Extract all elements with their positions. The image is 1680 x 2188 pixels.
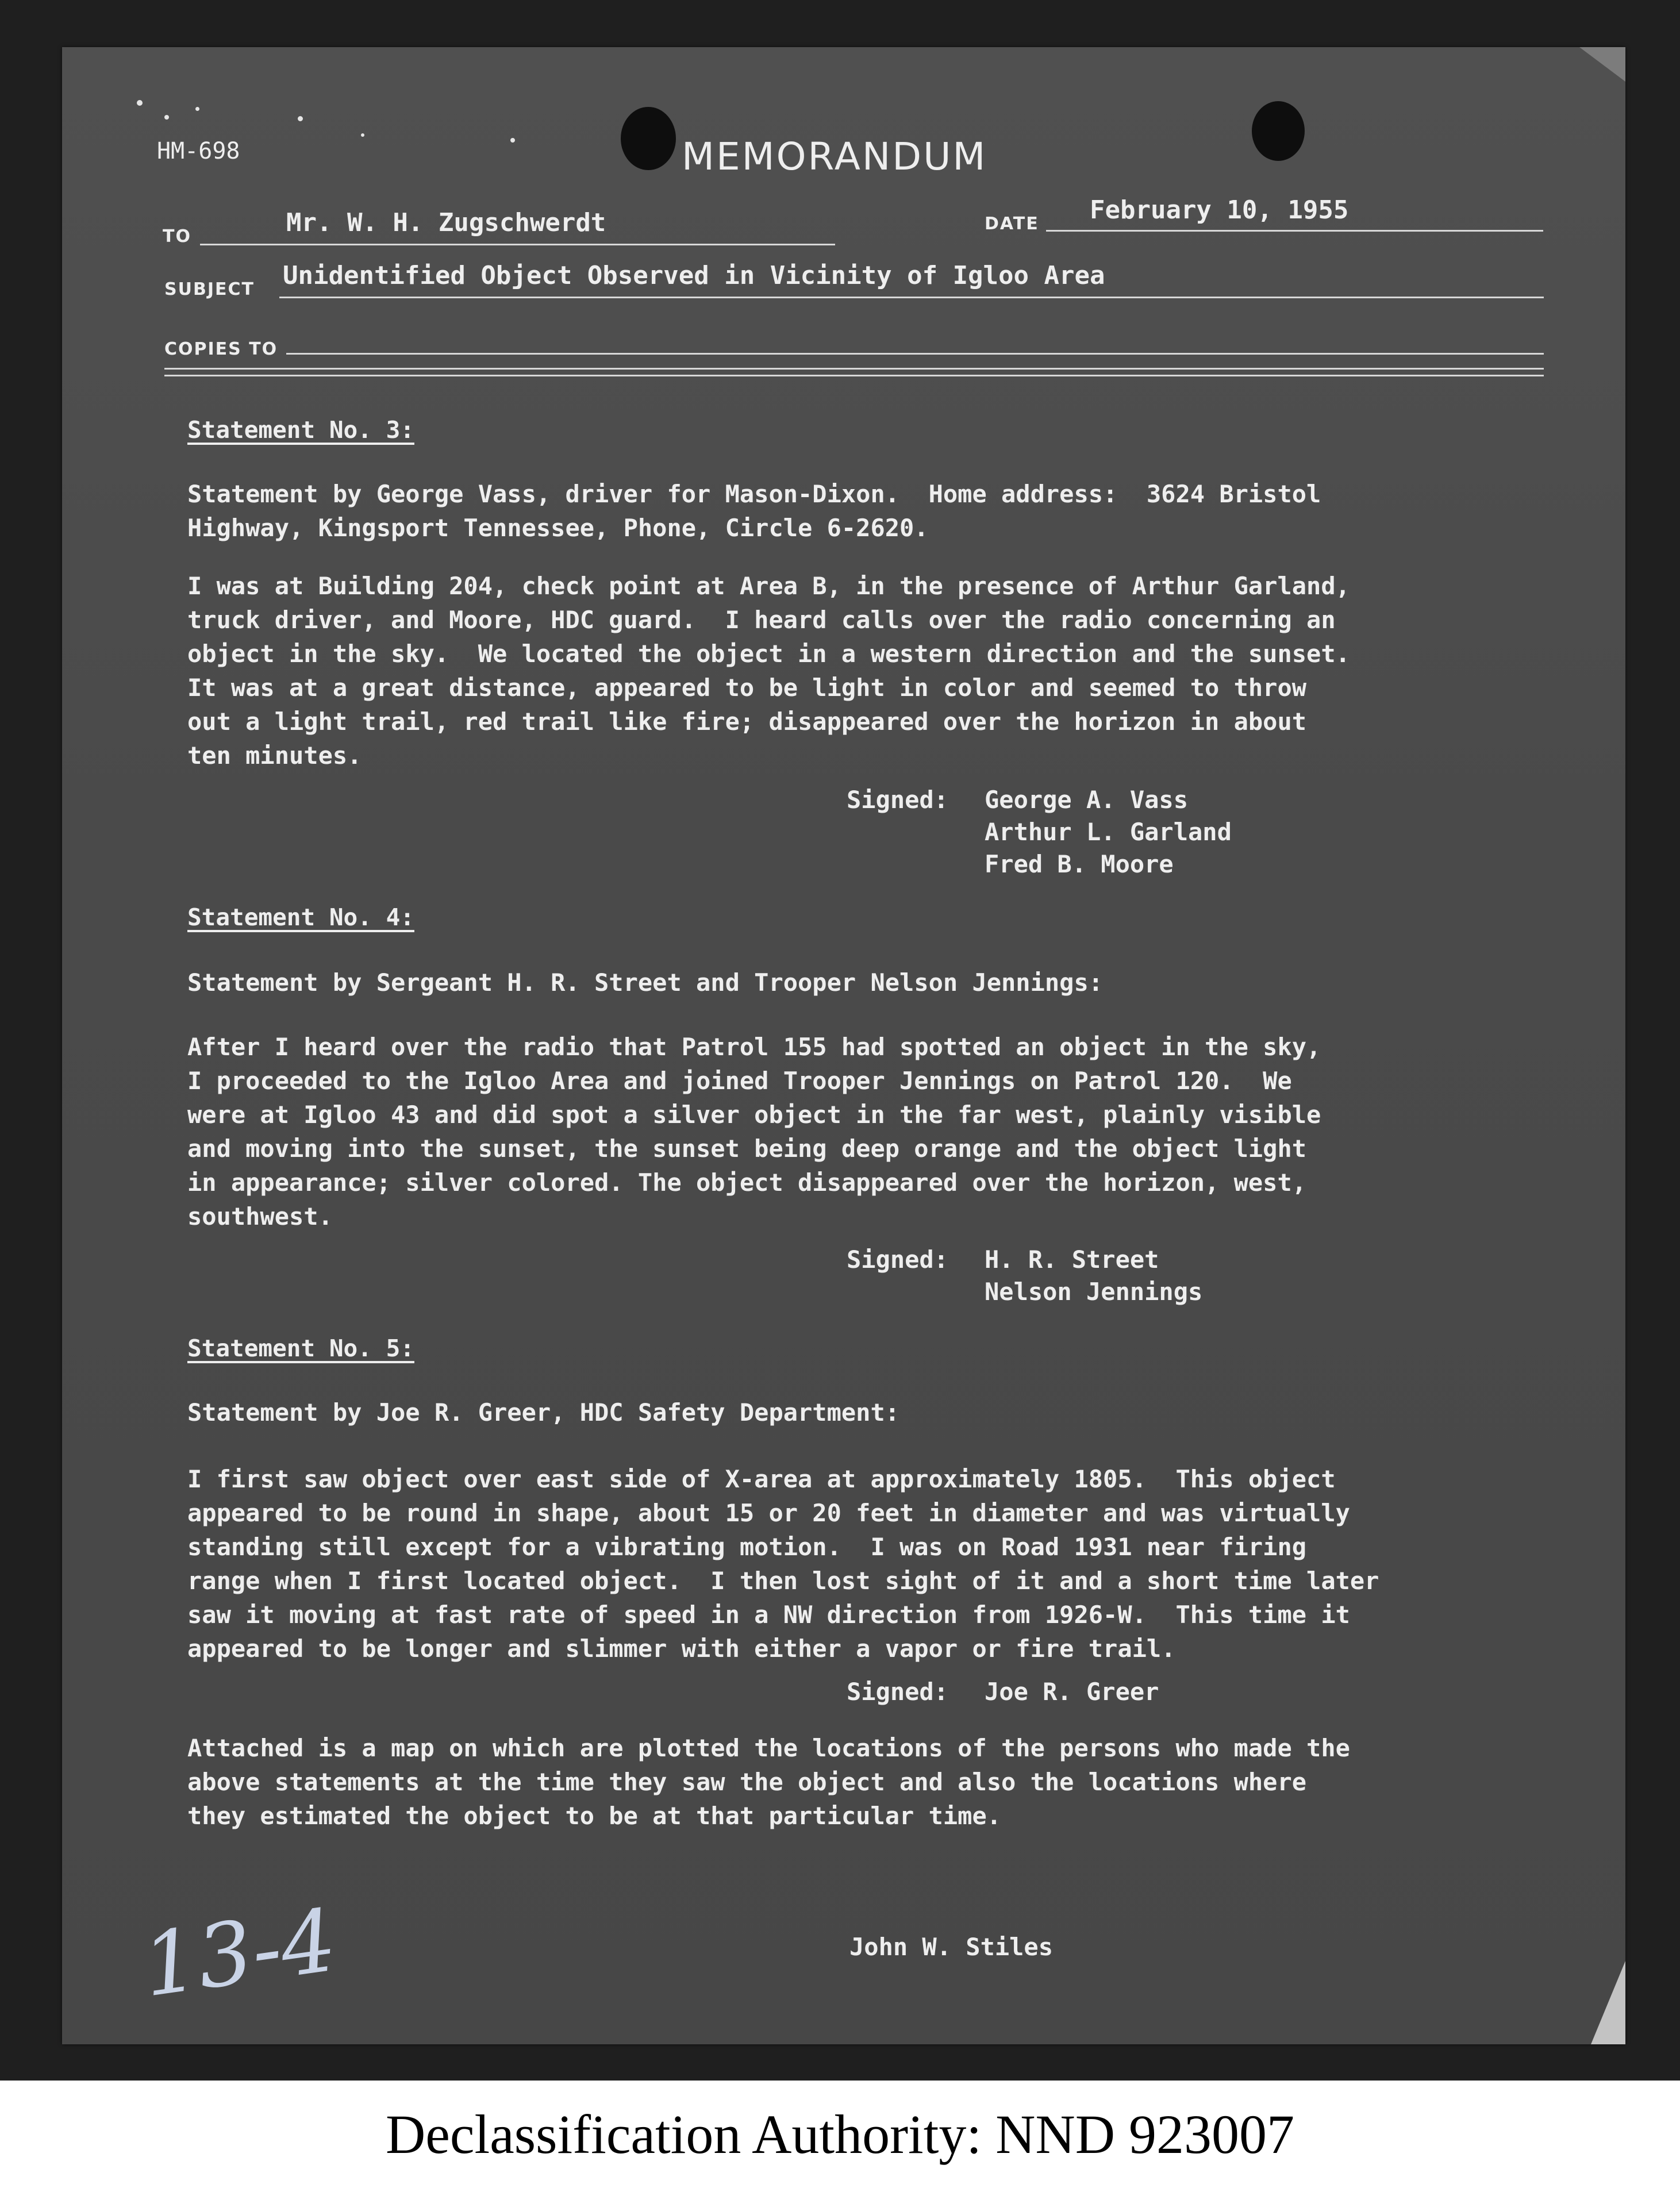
to-value: Mr. W. H. Zugschwerdt: [286, 208, 606, 237]
statement-4-signed-label: Signed:: [847, 1245, 949, 1274]
to-label: TO: [163, 226, 191, 247]
memo-sheet: [62, 47, 1625, 2044]
statement-4-intro: Statement by Sergeant H. R. Street and Trooper Nelson Jennings:: [187, 968, 1104, 997]
author-name: John W. Stiles: [849, 1933, 1054, 1961]
header-double-rule-2: [164, 375, 1544, 376]
date-value: February 10, 1955: [1090, 195, 1349, 225]
to-rule: [200, 244, 835, 245]
page-corner-top-right: [1579, 47, 1625, 82]
statement-4-body: After I heard over the radio that Patrol 155 had spotted an object in the sky, I proceeded to the Igloo Area and joined Trooper Jennings on Patrol 120. We were at Igloo 43 and did spot a silver object in the far west, plainly visible and moving into the sunset, the sunset being deep orange and the object light in appearance; silver colored. The object disappeared over the horizon, west, southwest.: [187, 1033, 1321, 1230]
statement-5-intro: Statement by Joe R. Greer, HDC Safety Department:: [187, 1398, 900, 1426]
statement-4-heading: Statement No. 4:: [187, 903, 414, 931]
handwritten-note: 13-4: [136, 1890, 343, 2017]
statement-5-body: I first saw object over east side of X-area at approximately 1805. This object appeared to be round in shape, about 15 or 20 feet in diameter and was virtually standing still except for a vibrating motion. I was on Road 1931 near firing range when I first located object. I then lost sight of it and a short time later saw it moving at fast rate of speed in a NW direction from 1926-W. This time it appeared to be longer and slimmer with either a vapor or fire trail.: [187, 1465, 1379, 1663]
statement-5-signed-label: Signed:: [847, 1678, 949, 1706]
subject-label: SUBJECT: [164, 279, 255, 299]
scan-speck: [137, 100, 143, 106]
punch-hole-right: [1252, 101, 1305, 161]
statement-5-signer-1: Joe R. Greer: [985, 1678, 1159, 1706]
statement-3-signer-1: George A. Vass: [985, 786, 1189, 814]
punch-hole-left: [621, 107, 676, 170]
subject-rule: [279, 297, 1544, 298]
scan-speck: [298, 116, 303, 121]
scan-speck: [195, 107, 199, 111]
scan-speck: [510, 138, 515, 143]
statement-3-signer-3: Fred B. Moore: [985, 850, 1174, 878]
statement-3-signed-label: Signed:: [847, 786, 949, 814]
header-double-rule-1: [164, 368, 1544, 370]
subject-value: Unidentified Object Observed in Vicinity of Igloo Area: [283, 261, 1105, 290]
statement-4-signer-1: H. R. Street: [985, 1245, 1159, 1274]
declassification-footer: Declassification Authority: NND 923007: [385, 2104, 1295, 2165]
page-curl: [1568, 1961, 1625, 2044]
closing-paragraph: Attached is a map on which are plotted the locations of the persons who made the above statements at the time they saw the object and also the locations where they estimated the object to be at that particular time.: [187, 1734, 1350, 1830]
date-label: DATE: [985, 214, 1039, 234]
copies-rule: [286, 353, 1544, 355]
scan-speck: [164, 115, 169, 120]
statement-3-signer-2: Arthur L. Garland: [985, 818, 1232, 846]
copies-label: COPIES TO: [164, 339, 278, 359]
statement-3-body: I was at Building 204, check point at Area B, in the presence of Arthur Garland, truck driver, and Moore, HDC guard. I heard calls over the radio concerning an object in the sky. We located the object in a western direction and the sunset. It was at a great distance, appeared to be light in color and seemed to throw out a light trail, red trail like fire; disappeared over the horizon in about ten minutes.: [187, 572, 1350, 770]
scan-speck: [361, 133, 364, 137]
date-rule: [1046, 230, 1543, 232]
memo-title: MEMORANDUM: [682, 134, 987, 179]
statement-4-signer-2: Nelson Jennings: [985, 1278, 1203, 1306]
statement-3-heading: Statement No. 3:: [187, 416, 414, 444]
form-number: HM-698: [157, 138, 240, 164]
statement-3-intro: Statement by George Vass, driver for Mason-Dixon. Home address: 3624 Bristol Highway, Kingsport Tennessee, Phone, Circle 6-2620.: [187, 480, 1321, 542]
statement-5-heading: Statement No. 5:: [187, 1335, 414, 1362]
